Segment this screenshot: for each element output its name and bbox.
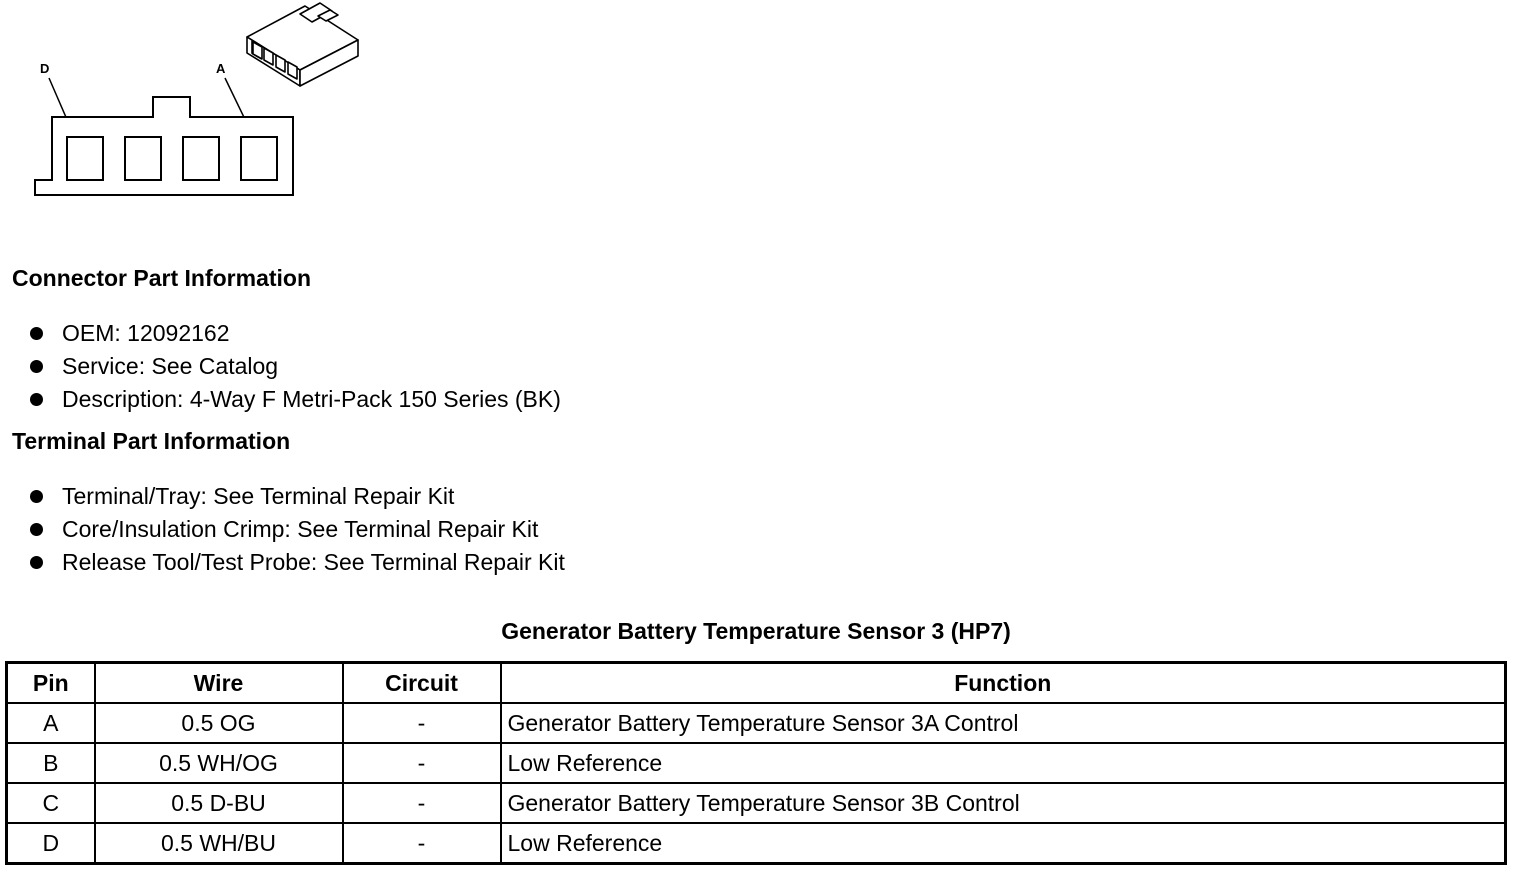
- column-header-function: Function: [501, 663, 1506, 704]
- connector-diagram: [0, 0, 380, 215]
- pin-table: [5, 661, 1507, 865]
- cell-function: Generator Battery Temperature Sensor 3B Control: [501, 783, 1506, 823]
- cell-wire: 0.5 WH/BU: [95, 823, 343, 864]
- table-row: [7, 743, 1506, 783]
- cell-pin: B: [7, 743, 95, 783]
- column-header-circuit: Circuit: [343, 663, 501, 704]
- cell-circuit: -: [343, 823, 501, 864]
- cell-function: Low Reference: [501, 823, 1506, 864]
- cavity-d: [67, 137, 103, 180]
- list-item-text: OEM: 12092162: [62, 320, 230, 346]
- terminal-part-heading: Terminal Part Information: [12, 428, 291, 454]
- table-row: [7, 703, 1506, 743]
- list-item-text: Core/Insulation Crimp: See Terminal Repair Kit: [62, 516, 539, 542]
- connector-part-heading: Connector Part Information: [12, 265, 312, 291]
- cell-circuit: -: [343, 743, 501, 783]
- bullet-icon: [30, 556, 43, 569]
- connector-3d-icon: [247, 3, 358, 86]
- cell-function: Generator Battery Temperature Sensor 3A Control: [501, 703, 1506, 743]
- column-header-pin: Pin: [7, 663, 95, 704]
- bullet-icon: [30, 523, 43, 536]
- bullet-icon: [30, 393, 43, 406]
- list-item-text: Service: See Catalog: [62, 353, 279, 379]
- table-header-row: [7, 663, 1506, 704]
- table-row: [7, 823, 1506, 864]
- cell-wire: 0.5 OG: [95, 703, 343, 743]
- column-header-wire: Wire: [95, 663, 343, 704]
- cell-wire: 0.5 D-BU: [95, 783, 343, 823]
- bullet-icon: [30, 360, 43, 373]
- cell-circuit: -: [343, 783, 501, 823]
- list-item-text: Terminal/Tray: See Terminal Repair Kit: [62, 483, 455, 509]
- bullet-icon: [30, 490, 43, 503]
- cavity-c: [125, 137, 161, 180]
- cavity-a: [241, 137, 277, 180]
- list-item-text: Release Tool/Test Probe: See Terminal Repair Kit: [62, 549, 565, 575]
- cell-pin: A: [7, 703, 95, 743]
- cell-function: Low Reference: [501, 743, 1506, 783]
- list-item-text: Description: 4-Way F Metri-Pack 150 Series (BK): [62, 386, 561, 412]
- cell-pin: C: [7, 783, 95, 823]
- cell-circuit: -: [343, 703, 501, 743]
- cell-wire: 0.5 WH/OG: [95, 743, 343, 783]
- pin-label-d: D: [40, 61, 50, 76]
- cell-pin: D: [7, 823, 95, 864]
- table-row: [7, 783, 1506, 823]
- cavity-b: [183, 137, 219, 180]
- pin-table-title: Generator Battery Temperature Sensor 3 (HP7): [501, 618, 1011, 644]
- pin-label-a: A: [216, 61, 226, 76]
- bullet-icon: [30, 327, 43, 340]
